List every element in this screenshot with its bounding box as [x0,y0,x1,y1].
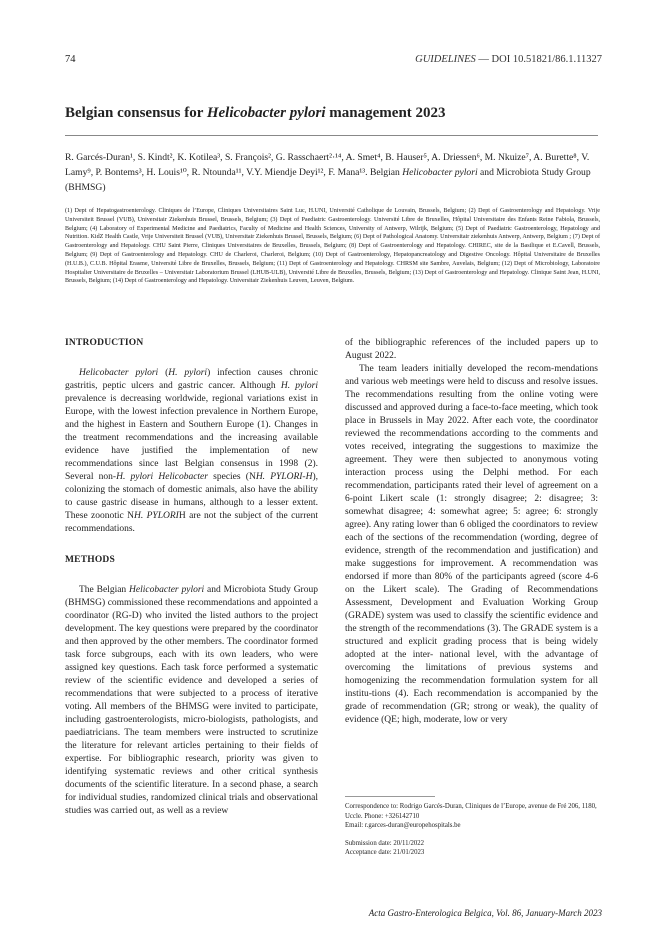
title-prefix: Belgian consensus for [65,105,207,121]
intro-hp: Helicobacter pylori [79,368,159,378]
intro-t6: H are not the subject of the current recommendations. [65,511,318,534]
intro-t3: prevalence is decreasing worldwide, regional variations exist in Europe, with the lowest infection prevalence in Northern Europe, and the highest in Eastern and Southern Europe (1). Changes in the treatment recommendations and the increasing available evidence have justified the implementation of new recommendations since last Belgian consensus in 1998 (2). Several non- [65,394,318,482]
header-guidelines: GUIDELINES [415,54,476,65]
intro-t2: ) infection causes chronic gastritis, peptic ulcers and gastric cancer. Although [65,368,318,391]
intro-t5: ), colonizing the stomach of domestic animals, also have the ability to cause gastric disease in humans, although to a lesser extent. These zoonotic N [65,472,318,521]
correspondence-text: Correspondence to: Rodrigo Garcés-Duran, Cliniques de l’Europe, avenue de Fré 206, 1180, Uccle. Phone: +326142710 [345,803,597,820]
authors-italic: Helicobacter pylori [402,167,478,178]
introduction-heading: INTRODUCTION [65,338,144,348]
intro-t4: species (N [207,472,256,482]
methods-continued: of the bibliographic references of the included papers up to August 2022. [345,338,598,361]
methods-hp: Helicobacter pylori [129,585,205,595]
authors-text: R. Garcés-Duran¹, S. Kindt², K. Kotilea³, S. François², G. Rasschaert²·¹⁴, A. Smet⁴, B. Hauser⁵, A. Driessen⁶, M. Nkuize⁷, A. Burette⁸, V. Lamy⁹, P. Bontems³, H. Louis¹⁰, R. Ntounda¹¹, V.Y. Miendje Deyi¹², F. Mana¹³. Belgian [65,152,590,178]
submission-date: Submission date: 20/11/2022 [345,839,425,847]
header-doi: — DOI 10.51821/86.1.11327 [475,54,602,65]
author-list [65,150,600,195]
title-divider [65,135,598,136]
intro-hp4: H. pylori Helicobacter [116,472,208,482]
article-title [65,105,446,122]
intro-hp2: H. pylori [168,368,208,378]
methods-paragraph [65,584,318,818]
methods-heading: METHODS [65,555,115,565]
title-italic: Helicobacter pylori [206,105,326,121]
intro-t1: ( [158,368,169,378]
methods-paragraph-2: The team leaders initially developed the recom-mendations and various web meetings were held to discuss and resolve issues. The recommendations resulting from the online voting were discussed and approved during a face-to-face meeting, which took place in Brussels in May 2022. After each vote, the coordinator reviewed the recommendations according to the comments and votes received, integrating the suggestions to maximize the agreement. They were then subjected to anonymous voting interaction process using the Delphi method. For each recommendation, participants rated their level of agreement on a 6-point Likert scale (1: strongly disagree; 2: disagree; 3: somewhat disagree; 4: somewhat agree; 5: agree; 6: strongly agree). Any rating lower than 6 obliged the coordinators to review each of the sections of the recommendation (wording, degree of evidence, strength of the recommendation and justification) and make suggestions for improvement. A recommendation was endorsed if more than 80% of the participants agreed (score 4-6 on the Likert scale). The Grading of Recommendations Assessment, Development and Evaluation Working Group (GRADE) system was used to classify the scientific evidence and the strength of the recommendations (3). The GRADE system is a structured and explicit grading process that is being widely adopted at the inter- national level, with the advantage of overcoming the limitations of previous systems and homogenizing the recommendation formulation system for all institu-tions (4). Each recommendation is accompanied by the grade of recommendation (GR; strong or weak), the quality of evidence (QE; high, moderate, low or very [345,364,598,725]
page-number: 74 [65,54,76,65]
running-header [415,54,602,65]
intro-paragraph [65,367,318,536]
title-suffix: management 2023 [325,105,446,121]
intro-hp5: H. PYLORI-H [255,472,313,482]
intro-hp3: H. pylori [280,381,318,391]
journal-footer: Acta Gastro-Enterologica Belgica, Vol. 86, January-March 2023 [368,908,602,918]
footnote-divider [345,796,435,797]
intro-hp6: H. PYLORI [134,511,179,521]
left-column [65,337,318,818]
methods-t1: The Belgian [79,585,130,595]
right-column [345,337,598,727]
correspondence-email: Email: r.garces-duran@europehospitals.be [345,822,461,829]
acceptance-date: Acceptance date: 21/01/2023 [345,849,425,856]
affiliations: (1) Dept of Hepatogastroenterology. Cliniques de l’Europe, Cliniques Universitaires Saint Luc, H.UNI, Université Catholique de Louvain, Brussels, Belgium; (2) Dept of Gastroenterology and Hepatology. Vrije Universiteit Brussel (VUB), Universitair Ziekenhuis Brussel, Brussels, Belgium; (3) Dept of Paediatric Gastroenterology. Université Libre de Bruxelles, Hôpital Universitaire des Enfants Reine Fabiola, Brussels, Belgium; (4) Laboratory of Experimental Medicine and Paediatrics, Faculty of Medicine and Health Sciences, University of Antwerp, Wilrijk, Belgium; (5) Dept of Paediatric Gastroenterology, Hepatology and Nutrition. KidZ Health Castle, Vrije Universiteit Brussel (VUB), Universitair Ziekenhuis Brussel, Brussels, Belgium; (6) Dept of Pathological Anatomy. Universitair ziekenhuis Antwerp, Antwerp, Belgium ; (7) Dept of Gastroenterology and Hepatology. CHU Saint Pierre, Cliniques Universitaires de Bruxelles, Brussels, Belgium; (8) Dept of Gastroenterology and Hepatology. CHIREC, site de la Basilique et E.Cavell, Brussels, Belgium; (9) Dept of Gastroenterology and Hepatology. CHU de Charleroi, Charleroi, Belgium; (10) Dept of Gastroenterology, Hepatopancreatology and Digestive Oncology. Hôpital Universitaire de Bruxelles (H.U.B.), C.U.B. Hôpital Erasme, Université Libre de Bruxelles, Brussels, Belgium; (11) Dept of Gastroenterology and Hepatology. CHRSM site Sambre, Auvelais, Belgium; (12) Dept of Microbiology, Laboratoire Hospitalier Universitaire de Bruxelles – Universitair Laboratorium Brussel (LHUB-ULB), Université Libre de Bruxelles, Brussels, Belgium; (13) Dept of Gastroenterology and Hepatology. Clinique Saint Jean, H.UNI, Brussels, Belgium; (14) Dept of Gastroenterology and Hepatology. Universitair Ziekenhuis Leuven, Leuven, Belgium. [65,208,600,285]
correspondence-footnote [345,802,598,858]
methods-t2: and Microbiota Study Group (BHMSG) commissioned these recommendations and appointed a coordinator (RG-D) who invited the listed authors to the project development. The key questions were prepared by the coordinator and then approved by the other members. The coordinator formed task force subgroups, each with its own leaders, who were assigned key questions. Each task force performed a systematic review of the scientific evidence and developed a series of recommendations that were subjected to a process of iterative voting. All members of the BHMSG were invited to participate, including gastroenterologists, micro-biologists, pathologists, and paediatricians. The team members were instructed to scrutinize the literature for relevant articles pertaining to their fields of expertise. For bibliographic research, priority was given to identifying systematic reviews and other critical synthesis documents of the scientific literature. In a second phase, a search for individual studies, randomized clinical trials and observational studies was carried out, as well as a review [65,585,318,816]
authors-suffix: and Microbiota Study Group (BHMSG) [65,167,591,193]
